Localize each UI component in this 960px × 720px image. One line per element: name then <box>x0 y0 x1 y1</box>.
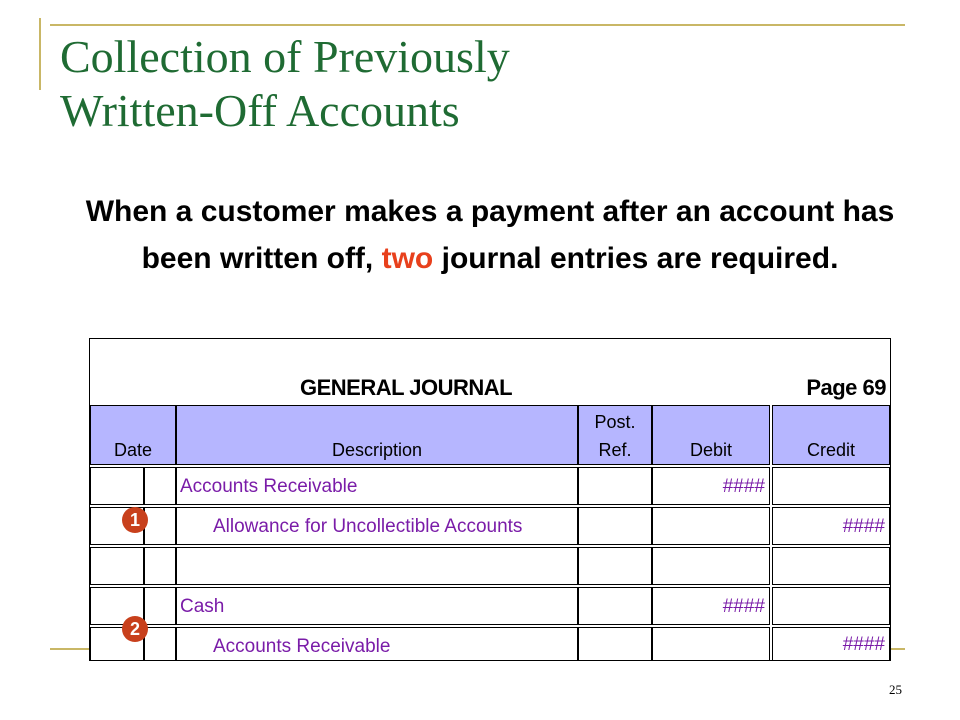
table-row-credit-cell <box>772 467 890 505</box>
entry-1-badge: 1 <box>122 507 148 533</box>
table-row-post-ref-cell <box>578 547 652 585</box>
decorative-top-line <box>50 24 905 26</box>
header-credit-label: Credit <box>806 440 855 460</box>
credit-amount: #### <box>842 634 885 655</box>
journal-title: GENERAL JOURNAL <box>300 375 513 400</box>
general-journal <box>89 338 891 661</box>
table-row-post-ref-cell <box>578 507 652 545</box>
journal-page-number: Page 69 <box>806 375 886 400</box>
table-row-post-ref-cell <box>578 467 652 505</box>
slide-number: 25 <box>889 682 902 697</box>
header-date-label: Date <box>113 440 153 460</box>
table-row-debit-cell <box>652 507 770 545</box>
table-row-description-cell <box>176 627 578 661</box>
table-row-credit-cell <box>772 507 890 545</box>
header-debit <box>652 405 770 465</box>
header-date <box>90 405 176 465</box>
table-row-debit-cell <box>652 627 770 661</box>
table-row-day-cell <box>144 627 176 661</box>
debit-amount: #### <box>722 476 765 497</box>
table-row-month-cell <box>90 547 144 585</box>
intro-text <box>60 188 920 282</box>
slide-title <box>60 30 880 138</box>
header-post-ref <box>578 405 652 465</box>
decorative-vertical-line <box>39 18 41 90</box>
slide-title-line-1: Collection of Previously <box>60 31 510 82</box>
table-row-debit-cell <box>652 547 770 585</box>
table-row-day-cell <box>144 507 176 545</box>
table-row-credit-cell <box>772 627 890 661</box>
table-row-debit-cell <box>652 467 770 505</box>
intro-text-part-1: When a customer makes a payment after an account has been written off, <box>85 195 895 275</box>
credit-amount: #### <box>842 516 885 537</box>
table-row-month-cell <box>90 467 144 505</box>
table-row-description-cell <box>176 467 578 505</box>
header-post-ref-line-2: Ref. <box>598 440 632 460</box>
entry-2-badge: 2 <box>122 616 148 642</box>
table-row-credit-cell <box>772 587 890 625</box>
debit-amount: #### <box>722 596 765 617</box>
header-post-ref-line-1: Post. <box>594 412 636 432</box>
table-row-debit-cell <box>652 587 770 625</box>
intro-highlight: two <box>381 242 434 275</box>
table-row-post-ref-cell <box>578 627 652 661</box>
entry-description: Accounts Receivable <box>180 476 358 497</box>
table-row-post-ref-cell <box>578 587 652 625</box>
table-row-day-cell <box>144 467 176 505</box>
table-row-description-cell <box>176 507 578 545</box>
entry-description: Accounts Receivable <box>213 636 391 657</box>
table-row-day-cell <box>144 587 176 625</box>
table-row-credit-cell <box>772 547 890 585</box>
header-description-label: Description <box>331 440 423 460</box>
entry-description: Cash <box>180 596 225 617</box>
table-row-day-cell <box>144 547 176 585</box>
header-debit-label: Debit <box>689 440 733 460</box>
header-credit <box>772 405 890 465</box>
table-row-description-cell <box>176 547 578 585</box>
intro-text-part-2: journal entries are required. <box>441 242 839 275</box>
entry-description: Allowance for Uncollectible Accounts <box>213 516 523 537</box>
header-description <box>176 405 578 465</box>
table-row-description-cell <box>176 587 578 625</box>
slide-title-line-2: Written-Off Accounts <box>60 85 460 136</box>
